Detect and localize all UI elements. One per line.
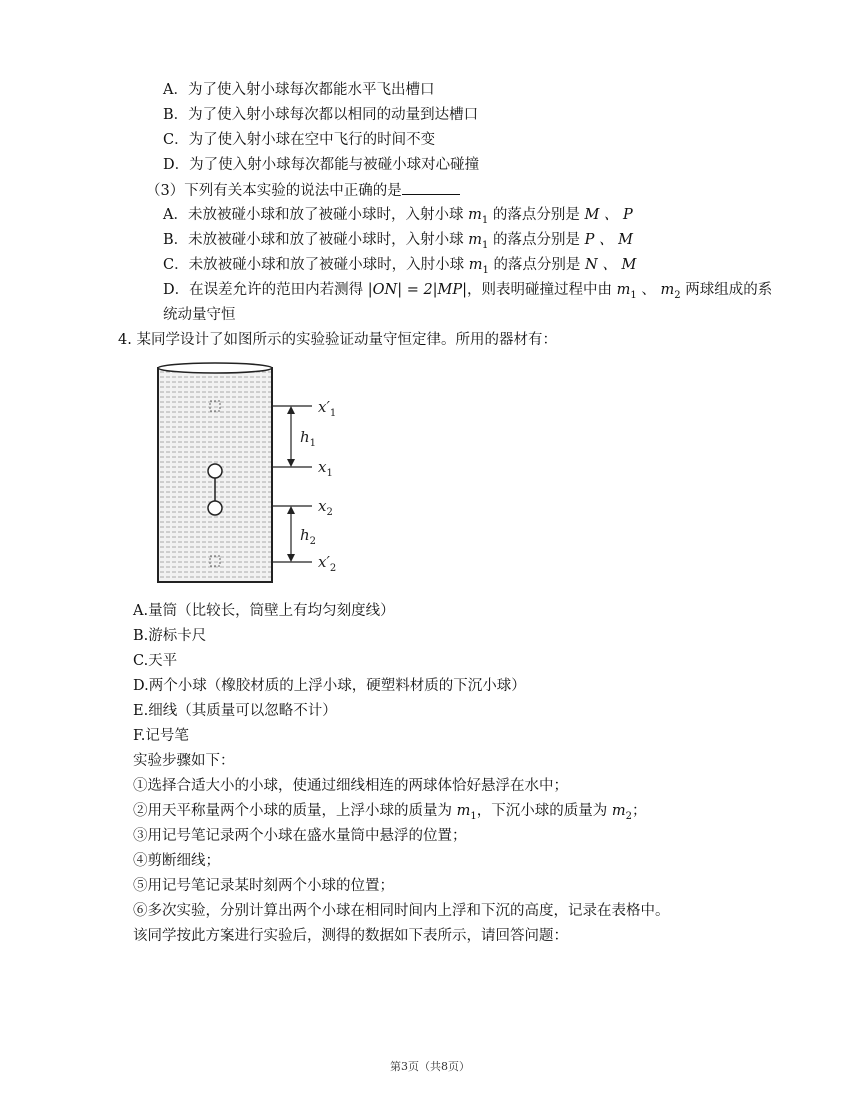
label-h1: h (300, 428, 310, 446)
q3-option-d-continued: 统动量守恒 (163, 307, 236, 323)
material-a: A.量筒（比较长，筒壁上有均匀刻度线） (133, 603, 395, 619)
label-x2-prime: x′ (318, 553, 330, 571)
option-d: D．为了使入射小球每次都能与被碰小球对心碰撞 (163, 157, 480, 173)
step-4: ④剪断细线； (133, 853, 220, 869)
svg-text:h2: $h_2$ (300, 526, 317, 547)
cylinder-top (158, 363, 272, 373)
svg-text:h1: $h_1$ (300, 428, 317, 449)
svg-text:x′1: $x'_1$ (318, 398, 337, 419)
label-x2: x (318, 497, 327, 515)
q3-option-a: A．未放被碰小球和放了被碰小球时，入射小球 $m_1$ 的落点分别是 M 、 P (163, 207, 633, 226)
ball-upper (208, 464, 222, 478)
q3-option-c: C．未放被碰小球和放了被碰小球时，入肘小球 $m_1$ 的落点分别是 N 、 M (163, 257, 637, 276)
svg-text:x1: $x_1$ (318, 458, 333, 479)
option-b: B．为了使入射小球每次都以相同的动量到达槽口 (163, 107, 479, 123)
question-3-stem: （3）下列有关本实验的说法中正确的是 (146, 180, 460, 201)
question-4-stem: 4. 某同学设计了如图所示的实验验证动量守恒定律。所用的器材有： (118, 332, 557, 348)
graduated-cylinder-figure (148, 360, 348, 586)
q3-option-b: B．未放被碰小球和放了被碰小球时，入射小球 $m_1$ 的落点分别是 P 、 M (163, 232, 633, 251)
material-f: F.记号笔 (133, 728, 189, 744)
option-a: A．为了使入射小球每次都能水平飞出槽口 (163, 82, 435, 98)
svg-text:x2: $x_2$ (318, 497, 333, 518)
step-5: ⑤用记号笔记录某时刻两个小球的位置； (133, 878, 394, 894)
material-b: B.游标卡尺 (133, 628, 207, 644)
answer-blank[interactable] (402, 180, 460, 195)
material-c: C.天平 (133, 653, 178, 669)
material-e: E.细线（其质量可以忽略不计） (133, 703, 337, 719)
option-c: C．为了使入射小球在空中飞行的时间不变 (163, 132, 436, 148)
q3-option-d: D．在误差允许的范田内若测得 |ON| = 2|MP|，则表明碰撞过程中由 $m_1$ 、 $m_2$ 两球组成的系 (163, 282, 773, 301)
svg-text:x′2: $x'_2$ (318, 553, 337, 574)
page-footer: 第3页（共8页） (390, 1060, 470, 1073)
label-x1: x (318, 458, 327, 476)
step-6: ⑥多次实验，分别计算出两个小球在相同时间内上浮和下沉的高度，记录在表格中。 (133, 903, 670, 919)
steps-title: 实验步骤如下： (133, 753, 235, 769)
label-x1-prime: x′ (318, 398, 330, 416)
material-d: D.两个小球（橡胶材质的上浮小球，硬塑料材质的下沉小球） (133, 678, 526, 694)
ball-lower (208, 501, 222, 515)
step-2: ②用天平称量两个小球的质量，上浮小球的质量为 $m_1$，下沉小球的质量为 $m_2$； (133, 803, 647, 822)
closing-text: 该同学按此方案进行实验后，测得的数据如下表所示，请回答问题： (133, 928, 568, 944)
step-1: ①选择合适大小的小球，使通过细线相连的两球体恰好悬浮在水中； (133, 778, 568, 794)
label-h2: h (300, 526, 310, 544)
step-3: ③用记号笔记录两个小球在盛水量筒中悬浮的位置； (133, 828, 467, 844)
